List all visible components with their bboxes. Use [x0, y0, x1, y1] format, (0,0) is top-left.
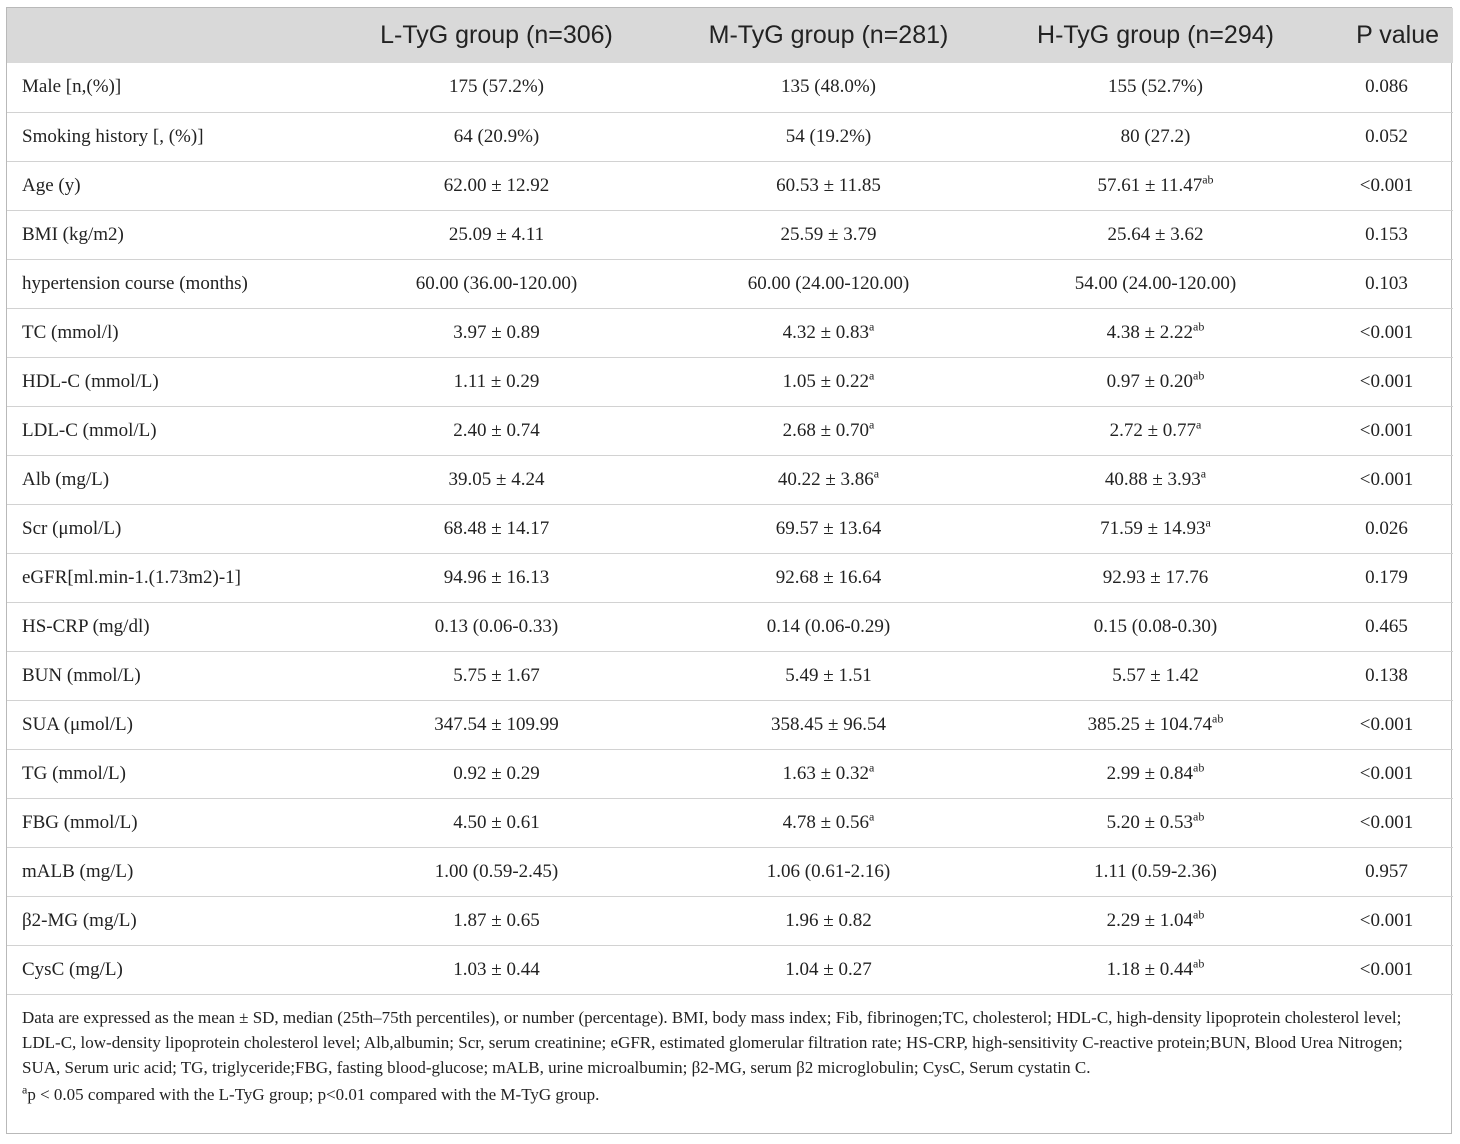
p-value-cell: <0.001 — [1314, 406, 1453, 455]
significance-marker: a — [869, 809, 875, 824]
row-label: HDL-C (mmol/L) — [7, 357, 333, 406]
significance-marker: a — [1205, 515, 1211, 530]
table-row — [7, 210, 1453, 259]
p-value-cell: 0.179 — [1314, 553, 1453, 602]
table-cell — [997, 945, 1314, 994]
row-label: mALB (mg/L) — [7, 847, 333, 896]
header-h-tyg: H-TyG group (n=294) — [1037, 21, 1274, 49]
cell-value: 0.15 (0.08-0.30) — [1093, 615, 1218, 637]
header-p-value: P value — [1356, 21, 1439, 49]
significance-marker: a — [869, 368, 875, 383]
table-cell — [333, 112, 660, 161]
cell-value: 60.00 (36.00-120.00) — [415, 272, 578, 294]
table-cell — [333, 896, 660, 945]
cell-value: 64 (20.9%) — [453, 125, 540, 147]
row-label: TC (mmol/l) — [7, 308, 333, 357]
p-value-cell: 0.052 — [1314, 112, 1453, 161]
table-cell — [997, 406, 1314, 455]
row-label: BUN (mmol/L) — [7, 651, 333, 700]
table-header-row — [7, 8, 1453, 63]
significance-marker: a — [1200, 466, 1207, 481]
table-cell — [333, 357, 660, 406]
cell-value: 94.96 ± 16.13 — [443, 566, 550, 588]
cell-value: 1.96 ± 0.82 — [785, 909, 872, 931]
cell-value: 0.14 (0.06-0.29) — [766, 615, 891, 637]
significance-marker: ab — [1212, 711, 1224, 726]
p-value-cell: 0.153 — [1314, 210, 1453, 259]
table-cell — [997, 259, 1314, 308]
cell-value: 2.40 ± 0.74 — [453, 419, 540, 441]
table-row — [7, 700, 1453, 749]
significance-marker: ab — [1193, 907, 1205, 922]
cell-value: 1.87 ± 0.65 — [453, 909, 540, 931]
cell-value: 175 (57.2%) — [449, 76, 544, 98]
table-cell — [333, 798, 660, 847]
table-cell — [333, 406, 660, 455]
table-cell — [660, 112, 997, 161]
significance-marker: a — [869, 760, 875, 775]
table-cell — [660, 651, 997, 700]
row-label: Smoking history [, (%)] — [7, 112, 333, 161]
cell-value: 68.48 ± 14.17 — [443, 517, 550, 539]
table-cell — [333, 308, 660, 357]
table-cell — [997, 896, 1314, 945]
table-cell — [660, 308, 997, 357]
table-cell — [333, 602, 660, 651]
p-value-cell: <0.001 — [1314, 357, 1453, 406]
table-cell — [333, 210, 660, 259]
cell-value: 54.00 (24.00-120.00) — [1074, 272, 1237, 294]
table-cell — [660, 504, 997, 553]
p-value-cell: 0.026 — [1314, 504, 1453, 553]
significance-marker: a — [869, 319, 875, 334]
table-notes — [7, 995, 1451, 1107]
cell-value: 1.00 (0.59-2.45) — [434, 860, 559, 882]
cell-value: 60.00 (24.00-120.00) — [747, 272, 910, 294]
cell-value: 1.04 ± 0.27 — [785, 958, 872, 980]
table-cell — [660, 798, 997, 847]
header-label-column — [7, 8, 333, 63]
significance-marker: ab — [1193, 760, 1205, 775]
row-label: FBG (mmol/L) — [7, 798, 333, 847]
cell-value: 92.93 ± 17.76 — [1102, 566, 1209, 588]
table-cell — [333, 651, 660, 700]
significance-marker: ab — [1193, 956, 1205, 971]
cell-value: 4.78 ± 0.56 — [782, 811, 870, 833]
cell-value: 80 (27.2) — [1120, 125, 1191, 147]
table-row — [7, 651, 1453, 700]
footnote-text: p < 0.05 compared with the L-TyG group; p<0.01 compared with the M-TyG group. — [27, 1084, 600, 1104]
table-cell — [660, 455, 997, 504]
table-cell — [660, 553, 997, 602]
table-cell — [997, 847, 1314, 896]
table-cell — [333, 455, 660, 504]
table-cell — [660, 259, 997, 308]
significance-marker: ab — [1193, 368, 1205, 383]
table-body — [7, 63, 1453, 994]
table-row — [7, 308, 1453, 357]
footnote — [22, 1082, 1439, 1107]
cell-value: 1.18 ± 0.44 — [1106, 958, 1194, 980]
cell-value: 62.00 ± 12.92 — [443, 174, 550, 196]
cell-value: 2.29 ± 1.04 — [1106, 909, 1194, 931]
cell-value: 155 (52.7%) — [1108, 76, 1203, 98]
cell-value: 0.92 ± 0.29 — [453, 762, 540, 784]
table-cell — [660, 945, 997, 994]
cell-value: 71.59 ± 14.93 — [1100, 517, 1206, 539]
cell-value: 1.05 ± 0.22 — [782, 370, 870, 392]
p-value-cell: 0.138 — [1314, 651, 1453, 700]
table-cell — [333, 847, 660, 896]
row-label: CysC (mg/L) — [7, 945, 333, 994]
cell-value: 5.49 ± 1.51 — [785, 664, 872, 686]
table-cell — [997, 504, 1314, 553]
cell-value: 1.06 (0.61-2.16) — [766, 860, 891, 882]
cell-value: 40.88 ± 3.93 — [1104, 468, 1201, 490]
table-row — [7, 357, 1453, 406]
row-label: TG (mmol/L) — [7, 749, 333, 798]
p-value-cell: <0.001 — [1314, 749, 1453, 798]
row-label: Age (y) — [7, 161, 333, 210]
table-row — [7, 749, 1453, 798]
table-cell — [997, 357, 1314, 406]
p-value-cell: 0.957 — [1314, 847, 1453, 896]
cell-value: 358.45 ± 96.54 — [771, 713, 886, 735]
significance-marker: a — [869, 417, 875, 432]
table-cell — [660, 357, 997, 406]
data-table — [7, 8, 1453, 995]
p-value-cell: <0.001 — [1314, 945, 1453, 994]
table-cell — [997, 63, 1314, 112]
cell-value: 5.20 ± 0.53 — [1106, 811, 1194, 833]
cell-value: 5.75 ± 1.67 — [453, 664, 540, 686]
table-cell — [660, 602, 997, 651]
table-cell — [997, 308, 1314, 357]
table-row — [7, 161, 1453, 210]
cell-value: 60.53 ± 11.85 — [776, 174, 881, 196]
table-cell — [997, 749, 1314, 798]
p-value-cell: <0.001 — [1314, 308, 1453, 357]
p-value-cell: 0.086 — [1314, 63, 1453, 112]
header-l-tyg: L-TyG group (n=306) — [380, 21, 613, 49]
table-cell — [997, 798, 1314, 847]
significance-marker: ab — [1202, 172, 1214, 187]
table-row — [7, 798, 1453, 847]
p-value-cell: <0.001 — [1314, 700, 1453, 749]
significance-marker: a — [873, 466, 880, 481]
table-row — [7, 455, 1453, 504]
cell-value: 4.32 ± 0.83 — [782, 321, 870, 343]
table-container — [6, 7, 1452, 1134]
p-value-cell: <0.001 — [1314, 798, 1453, 847]
table-row — [7, 504, 1453, 553]
table-cell — [333, 504, 660, 553]
cell-value: 25.59 ± 3.79 — [780, 223, 877, 245]
cell-value: 0.97 ± 0.20 — [1106, 370, 1194, 392]
cell-value: 2.99 ± 0.84 — [1106, 762, 1194, 784]
footnote-marker: a — [22, 1081, 28, 1096]
row-label: BMI (kg/m2) — [7, 210, 333, 259]
cell-value: 57.61 ± 11.47 — [1097, 174, 1203, 196]
table-cell — [333, 553, 660, 602]
table-cell — [333, 161, 660, 210]
table-row — [7, 602, 1453, 651]
cell-value: 3.97 ± 0.89 — [453, 321, 540, 343]
table-cell — [997, 700, 1314, 749]
cell-value: 135 (48.0%) — [781, 76, 876, 98]
table-cell — [333, 749, 660, 798]
table-cell — [997, 161, 1314, 210]
p-value-cell: <0.001 — [1314, 455, 1453, 504]
row-label: HS-CRP (mg/dl) — [7, 602, 333, 651]
table-cell — [997, 553, 1314, 602]
significance-marker: ab — [1193, 809, 1205, 824]
table-row — [7, 112, 1453, 161]
cell-value: 25.64 ± 3.62 — [1107, 223, 1204, 245]
table-cell — [333, 63, 660, 112]
cell-value: 2.72 ± 0.77 — [1109, 419, 1197, 441]
table-row — [7, 847, 1453, 896]
row-label: Male [n,(%)] — [7, 63, 333, 112]
table-cell — [997, 651, 1314, 700]
cell-value: 40.22 ± 3.86 — [777, 468, 874, 490]
table-row — [7, 259, 1453, 308]
significance-marker: a — [1196, 417, 1202, 432]
table-cell — [660, 406, 997, 455]
table-cell — [660, 63, 997, 112]
abbreviations-note: Data are expressed as the mean ± SD, median (25th–75th percentiles), or number (percentage). BMI, body mass index; Fib, fibrinogen;TC, cholesterol; HDL-C, high-density lipoprotein cholesterol level; LDL-C, low-density lipoprotein cholesterol level; Alb,albumin; Scr, serum creatinine; eGFR, estimated glomerular filtration rate; HS-CRP, high-sensitivity C-reactive protein;BUN, Blood Urea Nitrogen; SUA, Serum uric acid; TG, triglyceride;FBG, fasting blood-glucose; mALB, urine microalbumin; β2-MG, serum β2 microglobulin; CysC, Serum cystatin C. — [22, 1007, 1403, 1077]
cell-value: 54 (19.2%) — [785, 125, 872, 147]
header-m-tyg: M-TyG group (n=281) — [708, 21, 949, 49]
row-label: hypertension course (months) — [7, 259, 333, 308]
cell-value: 2.68 ± 0.70 — [782, 419, 870, 441]
cell-value: 347.54 ± 109.99 — [434, 713, 559, 735]
table-cell — [660, 896, 997, 945]
p-value-cell: 0.465 — [1314, 602, 1453, 651]
table-cell — [660, 161, 997, 210]
table-cell — [997, 455, 1314, 504]
cell-value: 39.05 ± 4.24 — [448, 468, 545, 490]
table-cell — [997, 112, 1314, 161]
cell-value: 1.03 ± 0.44 — [453, 958, 540, 980]
row-label: LDL-C (mmol/L) — [7, 406, 333, 455]
row-label: β2-MG (mg/L) — [7, 896, 333, 945]
row-label: SUA (μmol/L) — [7, 700, 333, 749]
cell-value: 1.11 (0.59-2.36) — [1094, 860, 1217, 882]
table-row — [7, 896, 1453, 945]
table-cell — [660, 210, 997, 259]
table-cell — [997, 602, 1314, 651]
cell-value: 1.11 ± 0.29 — [453, 370, 540, 392]
p-value-cell: <0.001 — [1314, 896, 1453, 945]
table-cell — [333, 945, 660, 994]
table-cell — [660, 749, 997, 798]
row-label: Scr (μmol/L) — [7, 504, 333, 553]
cell-value: 385.25 ± 104.74 — [1087, 713, 1213, 735]
table-cell — [333, 700, 660, 749]
p-value-cell: 0.103 — [1314, 259, 1453, 308]
cell-value: 0.13 (0.06-0.33) — [434, 615, 559, 637]
table-cell — [997, 210, 1314, 259]
table-cell — [660, 847, 997, 896]
cell-value: 92.68 ± 16.64 — [775, 566, 882, 588]
significance-marker: ab — [1193, 319, 1205, 334]
table-cell — [660, 700, 997, 749]
table-row — [7, 406, 1453, 455]
table-row — [7, 553, 1453, 602]
p-value-cell: <0.001 — [1314, 161, 1453, 210]
cell-value: 1.63 ± 0.32 — [782, 762, 870, 784]
row-label: eGFR[ml.min-1.(1.73m2)-1] — [7, 553, 333, 602]
cell-value: 69.57 ± 13.64 — [775, 517, 882, 539]
cell-value: 4.38 ± 2.22 — [1106, 321, 1194, 343]
row-label: Alb (mg/L) — [7, 455, 333, 504]
cell-value: 4.50 ± 0.61 — [453, 811, 540, 833]
table-cell — [333, 259, 660, 308]
table-row — [7, 63, 1453, 112]
cell-value: 25.09 ± 4.11 — [448, 223, 545, 245]
table-row — [7, 945, 1453, 994]
cell-value: 5.57 ± 1.42 — [1112, 664, 1199, 686]
